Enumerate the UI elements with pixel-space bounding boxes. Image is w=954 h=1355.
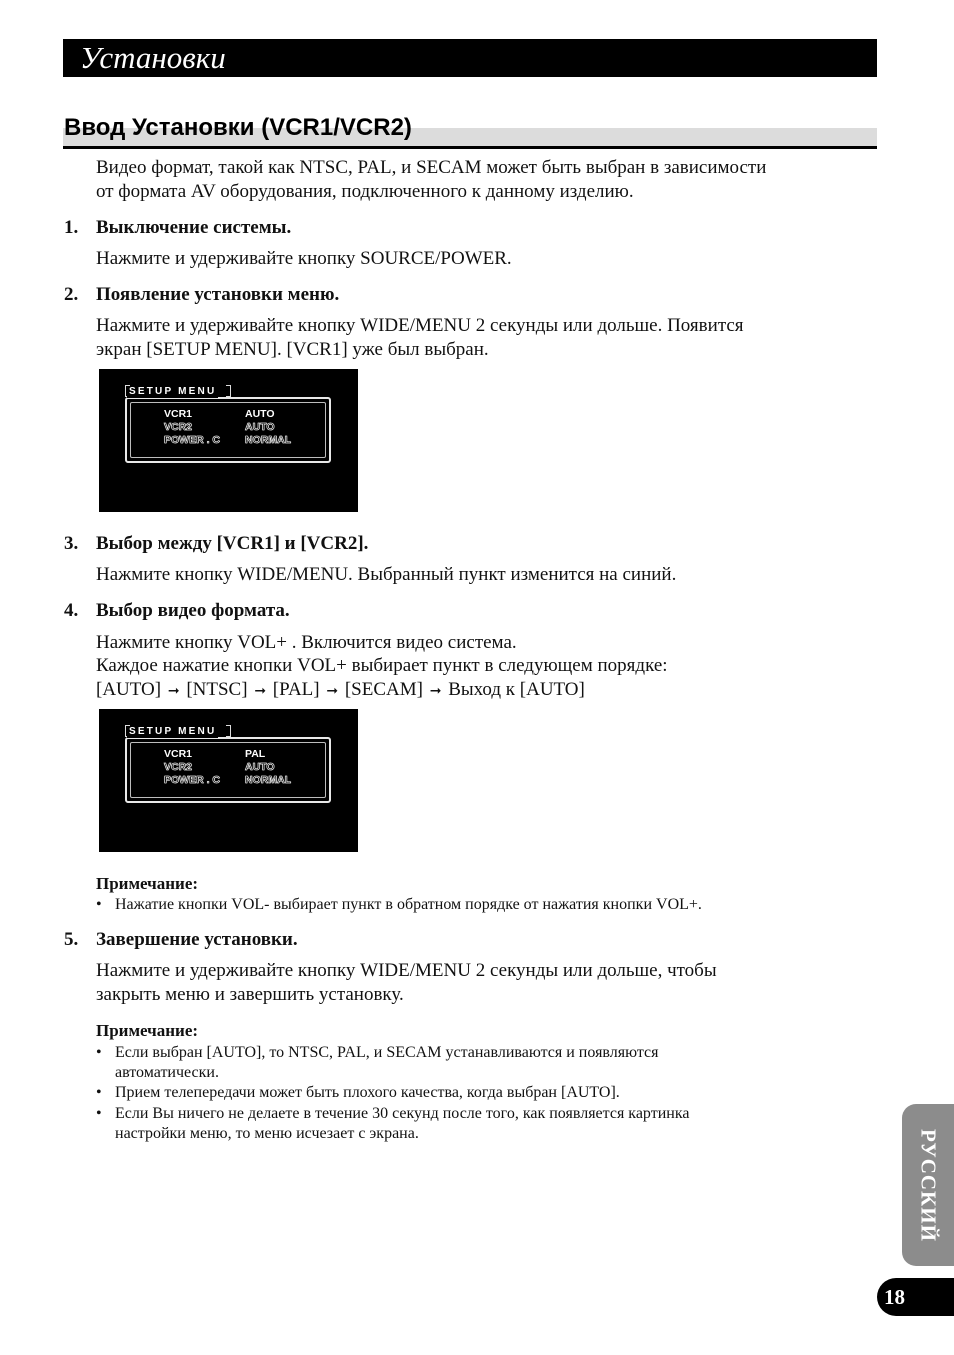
step-title-text: Выбор видео формата. [96,600,290,621]
menu-row-vcr2 [164,761,275,774]
bracket-right [226,385,231,397]
bullet-text: Нажатие кнопки VOL- выбирает пункт в обратном порядке от нажатия кнопки VOL+. [115,896,702,913]
step-4-text-2: Каждое нажатие кнопки VOL+ выбирает пункт в следующем порядке: [96,655,668,676]
note-heading-1: Примечание: [96,874,199,893]
step-3-title [64,532,368,556]
note-2-bullet-2 [96,1083,816,1103]
step-title-text: Выключение системы. [96,217,292,238]
menu-row-value: AUTO [245,421,275,433]
menu-row-vcr2 [164,421,275,434]
step-4-title [64,599,290,623]
language-label: РУССКИЙ [916,1128,941,1242]
note-heading-2: Примечание: [96,1021,199,1040]
bullet-text-line: Прием телепередачи может быть плохого качества, когда выбран [AUTO]. [115,1084,620,1101]
step-2-title [64,283,339,307]
page-title: Установки [80,40,226,75]
menu-row-vcr1 [164,408,275,421]
step-5-text-1: Нажмите и удерживайте кнопку WIDE/MENU 2 секунды или дольше, чтобы [96,960,717,981]
menu-row-value: NORMAL [245,774,292,786]
menu-row-label: VCR2 [164,421,193,433]
sequence-item: Выход к [AUTO] [448,679,585,700]
intro-line-2: от формата AV оборудования, подключенного к данному изделию. [96,181,634,202]
menu-row-power [164,434,291,447]
bullet-text-block [115,1043,815,1083]
menu-row-label: POWER . C [164,774,221,786]
menu-row-label: VCR1 [164,748,193,760]
step-3-text: Нажмите кнопку WIDE/MENU. Выбранный пункт изменится на синий. [96,564,677,585]
sequence-item: [NTSC] [186,679,248,700]
step-number: 5. [64,929,79,950]
bullet-icon: • [96,1044,102,1061]
step-number: 1. [64,217,79,238]
menu-row-value: AUTO [245,761,275,773]
menu-row-vcr1 [164,748,265,761]
menu-row-value: AUTO [245,408,275,420]
intro-line-1: Видео формат, такой как NTSC, PAL, и SECAM может быть выбран в зависимости [96,157,767,178]
step-2-text-1: Нажмите и удерживайте кнопку WIDE/MENU 2 секунды или дольше. Появится [96,315,744,336]
setup-menu-screen-2 [99,709,358,852]
bullet-text-line: Если Вы ничего не делаете в течение 30 секунд после того, как появляется картинка [115,1105,690,1122]
step-2-text-2: экран [SETUP MENU]. [VCR1] уже был выбран. [96,339,489,360]
menu-row-value: NORMAL [245,434,292,446]
step-number: 2. [64,284,79,305]
bullet-text-line: Если выбран [AUTO], то NTSC, PAL, и SECAM устанавливаются и появляются [115,1044,659,1061]
step-title-text: Появление установки меню. [96,284,340,305]
bracket-right [226,725,231,737]
step-title-text: Выбор между [VCR1] и [VCR2]. [96,533,369,554]
bullet-icon: • [96,1084,102,1101]
arrow-right-icon: ➞ [254,683,267,699]
bullet-text-line: автоматически. [115,1064,219,1081]
sequence-item: [AUTO] [96,679,162,700]
step-number: 3. [64,533,79,554]
menu-title: SETUP MENU [129,726,217,737]
step-5-text-2: закрыть меню и завершить установку. [96,984,404,1005]
bullet-text-line: настройки меню, то меню исчезает с экрана. [115,1125,419,1142]
setup-menu-screen-1 [99,369,358,512]
format-sequence [96,678,856,703]
arrow-right-icon: ➞ [326,683,339,699]
step-1-text: Нажмите и удерживайте кнопку SOURCE/POWER. [96,248,512,269]
step-1-title [64,216,291,240]
step-5-title [64,928,298,952]
step-4-text-1: Нажмите кнопку VOL+ . Включится видео система. [96,632,517,653]
section-title: Ввод Установки (VCR1/VCR2) [64,114,412,141]
menu-row-power [164,774,291,787]
bullet-text-block [115,1104,815,1144]
step-number: 4. [64,600,79,621]
note-2-bullet-3 [96,1104,816,1144]
note-2-bullet-1 [96,1043,816,1083]
menu-row-label: VCR2 [164,761,193,773]
bullet-icon: • [96,1105,102,1122]
sequence-item: [SECAM] [344,679,423,700]
page-number: 18 [884,1285,905,1309]
section-rule [63,146,877,149]
arrow-right-icon: ➞ [429,683,442,699]
menu-row-value: PAL [245,748,266,760]
bullet-icon: • [96,896,102,913]
step-title-text: Завершение установки. [96,929,298,950]
menu-title: SETUP MENU [129,386,217,397]
menu-row-label: POWER . C [164,434,221,446]
sequence-item: [PAL] [272,679,320,700]
menu-row-label: VCR1 [164,408,193,420]
arrow-right-icon: ➞ [167,683,180,699]
